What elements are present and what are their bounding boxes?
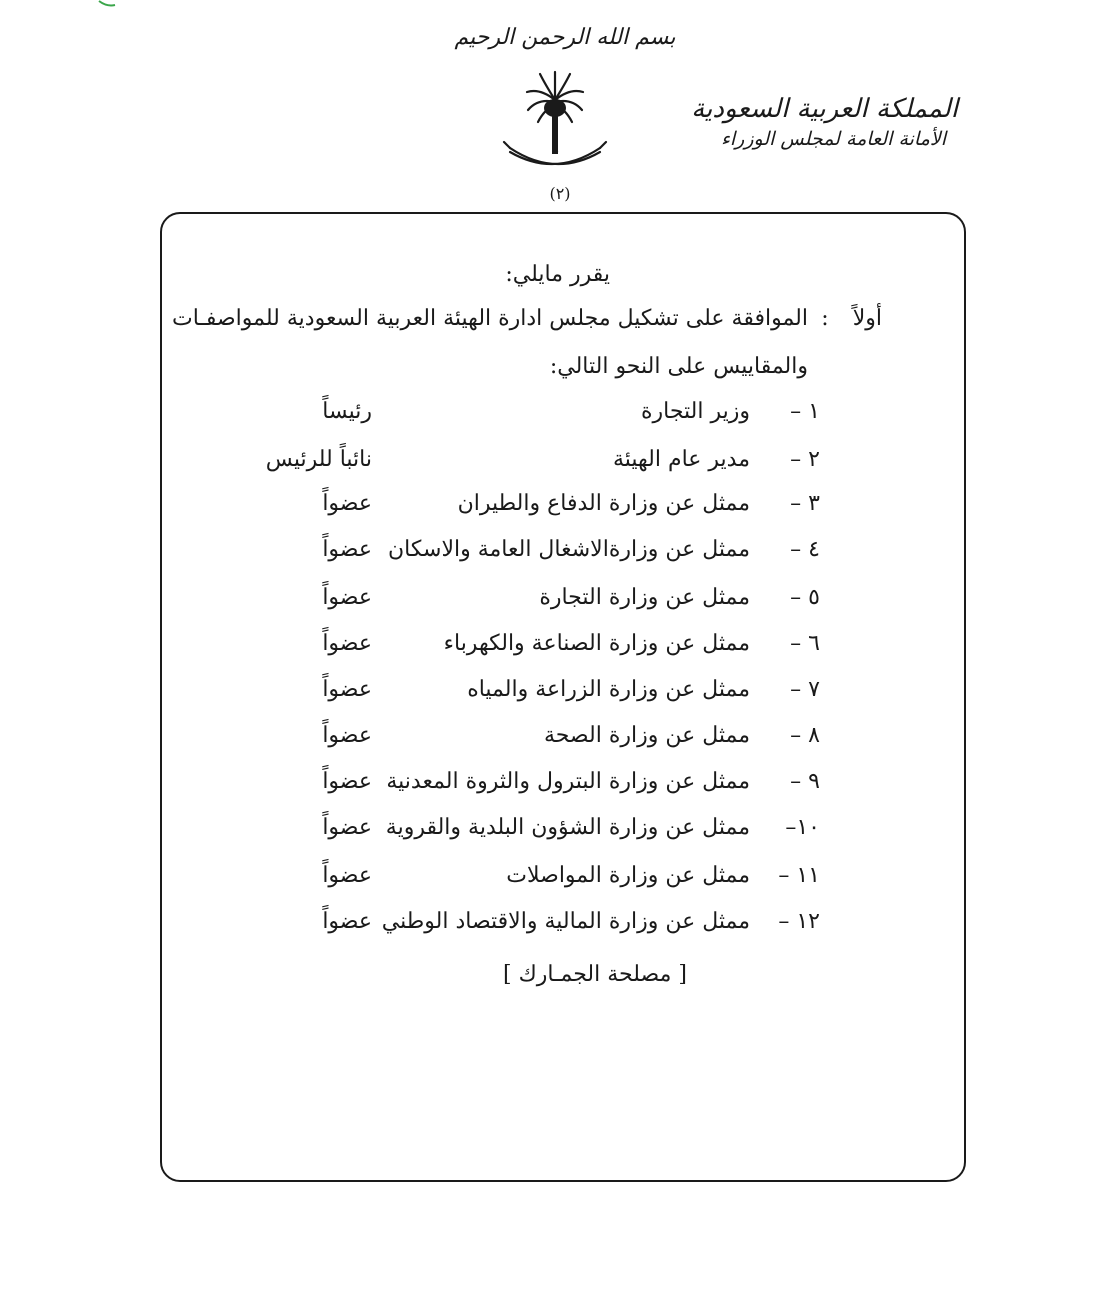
member-row bbox=[230, 440, 820, 480]
member-role: عضواً bbox=[322, 909, 372, 934]
member-number: ٧ – bbox=[790, 677, 820, 702]
member-row bbox=[230, 808, 820, 848]
first-clause-colon: : bbox=[821, 306, 829, 331]
member-number: ١٢ – bbox=[778, 909, 820, 934]
member-role: عضواً bbox=[322, 631, 372, 656]
member-role: عضواً bbox=[322, 677, 372, 702]
member-row bbox=[230, 578, 820, 618]
member-number: ١٠– bbox=[785, 815, 820, 840]
member-number: ٥ – bbox=[790, 585, 820, 610]
member-name: ممثل عن وزارة الشؤون البلدية والقروية bbox=[385, 815, 750, 840]
member-name: ممثل عن وزارة التجارة bbox=[539, 585, 750, 610]
member-role: رئيساً bbox=[322, 399, 372, 424]
member-name: ممثل عن وزارة المالية والاقتصاد الوطني bbox=[381, 909, 750, 934]
resolution-heading: يقرر مايلي: bbox=[505, 262, 610, 287]
member-name: ممثل عن وزارة الزراعة والمياه bbox=[467, 677, 750, 702]
member-row bbox=[230, 762, 820, 802]
member-role: عضواً bbox=[322, 863, 372, 888]
member-row bbox=[230, 670, 820, 710]
first-clause-text-line2: والمقاييس على النحو التالي: bbox=[549, 354, 808, 379]
member-name: ممثل عن وزارة الصناعة والكهرباء bbox=[443, 631, 750, 656]
member-role: عضواً bbox=[322, 769, 372, 794]
member-role: عضواً bbox=[322, 723, 372, 748]
member-number: ٤ – bbox=[790, 537, 820, 562]
member-number: ٢ – bbox=[790, 447, 820, 472]
member-row bbox=[230, 856, 820, 896]
member-number: ٣ – bbox=[790, 491, 820, 516]
member-number: ١ – bbox=[790, 399, 820, 424]
palm-and-swords-emblem-icon bbox=[500, 68, 610, 186]
secretariat-name: الأمانة العامة لمجلس الوزراء bbox=[720, 128, 946, 150]
member-name: ممثل عن وزارة البترول والثروة المعدنية bbox=[386, 769, 750, 794]
letterhead bbox=[691, 92, 958, 152]
member-role: عضواً bbox=[322, 815, 372, 840]
member-role: عضواً bbox=[322, 537, 372, 562]
member-number: ٩ – bbox=[790, 769, 820, 794]
member-row bbox=[230, 530, 820, 570]
member-row bbox=[230, 484, 820, 524]
member-name: ممثل عن وزارة المواصلات bbox=[506, 863, 750, 888]
member-name: مدير عام الهيئة bbox=[612, 447, 750, 472]
member-name: ممثل عن وزارة الدفاع والطيران bbox=[457, 491, 750, 516]
first-clause-label: أولاً bbox=[852, 306, 882, 331]
member-role: عضواً bbox=[322, 585, 372, 610]
member-row bbox=[230, 624, 820, 664]
member-name: ممثل عن وزارةالاشغال العامة والاسكان bbox=[388, 537, 750, 562]
member-name: وزير التجارة bbox=[640, 399, 750, 424]
member-name: ممثل عن وزارة الصحة bbox=[543, 723, 750, 748]
first-clause-text-line1: الموافقة على تشكيل مجلس ادارة الهيئة العربية السعودية للمواصفـات bbox=[172, 306, 808, 331]
member-row bbox=[230, 902, 820, 942]
customs-note: [ مصلحة الجمـارك ] bbox=[503, 962, 687, 987]
page-number: (٢) bbox=[549, 184, 571, 203]
kingdom-name: المملكة العربية السعودية bbox=[691, 94, 958, 124]
member-row bbox=[230, 716, 820, 756]
member-role: عضواً bbox=[322, 491, 372, 516]
member-number: ٦ – bbox=[790, 631, 820, 656]
basmala: بسم الله الرحمن الرحيم bbox=[454, 25, 676, 50]
member-row bbox=[230, 392, 820, 432]
member-number: ١١ – bbox=[778, 863, 820, 888]
member-number: ٨ – bbox=[790, 723, 820, 748]
member-role: نائباً للرئيس bbox=[265, 447, 372, 472]
green-corner-mark-icon bbox=[98, 0, 116, 8]
